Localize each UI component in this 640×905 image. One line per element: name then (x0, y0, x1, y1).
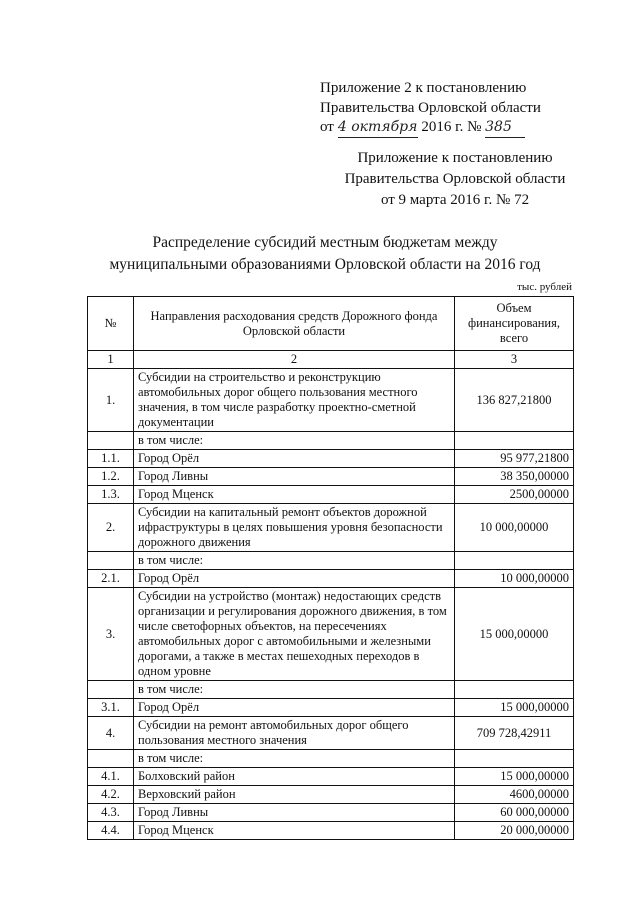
row-number (88, 681, 134, 699)
row-amount (455, 552, 574, 570)
table-row (88, 486, 574, 504)
row-amount (455, 432, 574, 450)
row-direction: Город Орёл (134, 570, 455, 588)
row-amount: 60 000,00000 (455, 804, 574, 822)
title-line1: Распределение субсидий местным бюджетам между (152, 234, 498, 251)
row-number: 4. (88, 717, 134, 750)
row-amount: 136 827,21800 (455, 369, 574, 432)
header-num: № (88, 297, 134, 351)
row-number: 4.4. (88, 822, 134, 840)
table-row (88, 681, 574, 699)
row-direction: Субсидии на строительство и реконструкцию автомобильных дорог общего пользования местного значения, в том числе разработку проектно-сметной документации (134, 369, 455, 432)
row-number (88, 432, 134, 450)
row-direction: Субсидии на устройство (монтаж) недостающих средств организации и регулирования дорожного движения, в том числе светофорных объектов, на пересечениях автомобильных дорог с автомобильными и железными дорогами, а также в местах пешеходных переходов в одном уровне (134, 588, 455, 681)
row-direction: Город Мценск (134, 486, 455, 504)
row-amount: 10 000,00000 (455, 504, 574, 552)
table-row (88, 570, 574, 588)
row-amount: 10 000,00000 (455, 570, 574, 588)
row-direction: Город Орёл (134, 699, 455, 717)
table-row (88, 588, 574, 681)
handwritten-date: 4 октября (338, 117, 418, 138)
row-direction: в том числе: (134, 750, 455, 768)
row-amount: 20 000,00000 (455, 822, 574, 840)
row-direction: Верховский район (134, 786, 455, 804)
row-amount: 38 350,00000 (455, 468, 574, 486)
table-row (88, 750, 574, 768)
table-row (88, 450, 574, 468)
row-number: 4.2. (88, 786, 134, 804)
row-amount (455, 750, 574, 768)
row-direction: Субсидии на ремонт автомобильных дорог общего пользования местного значения (134, 717, 455, 750)
units-label: тыс. рублей (517, 281, 572, 293)
appendix-ref-line2: Правительства Орловской области (344, 171, 566, 187)
row-amount (455, 681, 574, 699)
header-direction: Направления расходования средств Дорожного фонда Орловской области (134, 297, 455, 351)
row-direction: в том числе: (134, 432, 455, 450)
table-row (88, 699, 574, 717)
row-number: 3.1. (88, 699, 134, 717)
row-amount: 15 000,00000 (455, 768, 574, 786)
row-amount: 15 000,00000 (455, 588, 574, 681)
row-number (88, 552, 134, 570)
row-direction: Город Мценск (134, 822, 455, 840)
table-header-row (88, 297, 574, 351)
row-number: 1.1. (88, 450, 134, 468)
table-row (88, 369, 574, 432)
appendix-ref-line3: от 9 марта 2016 г. № 72 (380, 192, 530, 208)
date-prefix: от (320, 119, 334, 135)
appendix-header-line3 (320, 117, 525, 138)
index-col3: 3 (455, 351, 574, 369)
row-amount: 4600,00000 (455, 786, 574, 804)
appendix-ref-line1: Приложение к постановлению (357, 150, 553, 166)
row-direction: Город Ливны (134, 468, 455, 486)
subsidy-table (87, 296, 574, 840)
title-line2: муниципальными образованиями Орловской области на 2016 год (109, 256, 541, 273)
row-number: 2. (88, 504, 134, 552)
table-row (88, 468, 574, 486)
row-number (88, 750, 134, 768)
row-direction: Город Орёл (134, 450, 455, 468)
row-direction: в том числе: (134, 552, 455, 570)
table-index-row (88, 351, 574, 369)
row-number: 3. (88, 588, 134, 681)
index-col1: 1 (88, 351, 134, 369)
table-row (88, 768, 574, 786)
table-row (88, 822, 574, 840)
row-direction: Болховский район (134, 768, 455, 786)
table-row (88, 786, 574, 804)
row-direction: Город Ливны (134, 804, 455, 822)
row-number: 4.1. (88, 768, 134, 786)
handwritten-number: 385 (485, 117, 525, 138)
table-row (88, 504, 574, 552)
row-direction: Субсидии на капитальный ремонт объектов дорожной ифраструктуры в целях повышения уровня безопасности дорожного движения (134, 504, 455, 552)
row-amount: 15 000,00000 (455, 699, 574, 717)
row-direction: в том числе: (134, 681, 455, 699)
table-row (88, 804, 574, 822)
row-amount: 95 977,21800 (455, 450, 574, 468)
appendix-header-line2: Правительства Орловской области (320, 100, 541, 116)
row-amount: 2500,00000 (455, 486, 574, 504)
table-row (88, 717, 574, 750)
row-number: 1. (88, 369, 134, 432)
index-col2: 2 (134, 351, 455, 369)
document-title (95, 232, 555, 276)
row-number: 1.3. (88, 486, 134, 504)
row-number: 4.3. (88, 804, 134, 822)
row-amount: 709 728,42911 (455, 717, 574, 750)
header-amount: Объем финансирования, всего (455, 297, 574, 351)
appendix-header-line1: Приложение 2 к постановлению (320, 80, 527, 96)
date-middle: 2016 г. № (421, 119, 482, 135)
table-body (88, 369, 574, 840)
row-number: 1.2. (88, 468, 134, 486)
table-row (88, 432, 574, 450)
table-row (88, 552, 574, 570)
row-number: 2.1. (88, 570, 134, 588)
